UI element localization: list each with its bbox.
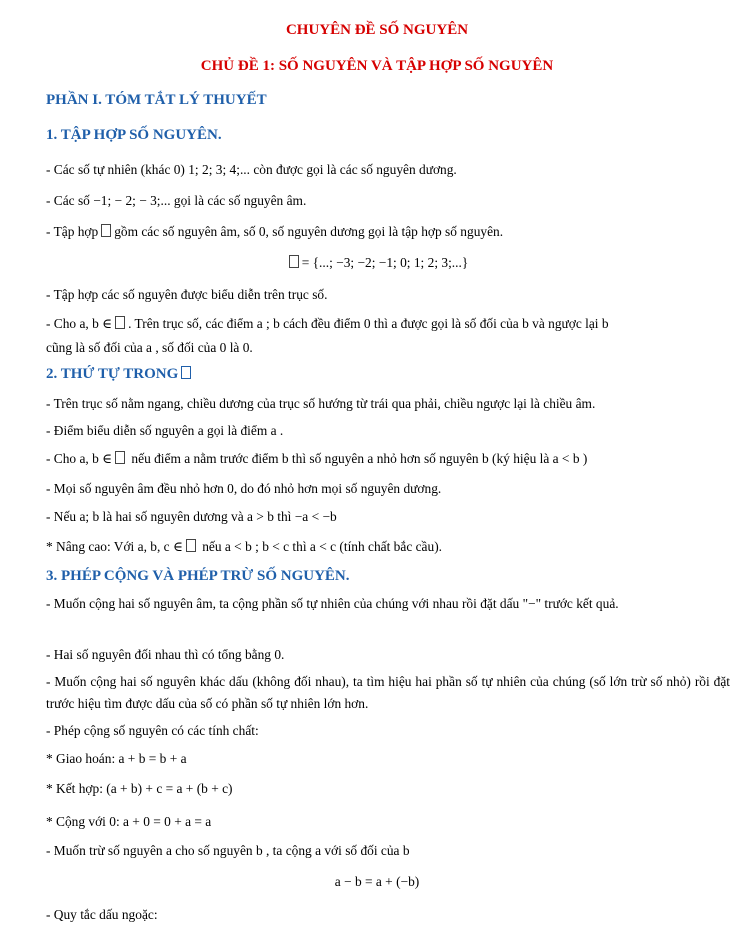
document-title: CHUYÊN ĐỀ SỐ NGUYÊN bbox=[285, 22, 469, 38]
sec1-line-3-end: gồm các số nguyên âm, số 0, số nguyên dương gọi là tập hợp số nguyên. bbox=[114, 224, 504, 239]
integer-set-symbol-icon bbox=[289, 255, 299, 268]
commutative-property: * Giao hoán: a + b = b + a bbox=[46, 751, 187, 766]
topic-title: CHỦ ĐỀ 1: SỐ NGUYÊN VÀ TẬP HỢP SỐ NGUYÊN bbox=[200, 58, 554, 74]
integer-set-symbol-icon bbox=[101, 224, 111, 237]
sec3-line-3: - Muốn cộng hai số nguyên khác dấu (không đối nhau), ta tìm hiệu hai phần số tự nhiên của chúng (số lớn trừ số nhỏ) rồi đặt trước hiệu tìm được dấu của số có phần số tự nhiên lớn hơn. bbox=[46, 674, 730, 711]
sec1-line-1: - Các số tự nhiên (khác 0) 1; 2; 3; 4;... còn được gọi là các số nguyên dương. bbox=[46, 162, 457, 177]
sec3-line-4: - Phép cộng số nguyên có các tính chất: bbox=[46, 723, 259, 738]
sec3-line-8: - Muốn trừ số nguyên a cho số nguyên b , ta cộng a với số đối của b bbox=[46, 843, 410, 858]
sec3-line-1: - Muốn cộng hai số nguyên âm, ta cộng phần số tự nhiên của chúng với nhau rồi đặt dấu "−" trước kết quả. bbox=[46, 596, 619, 611]
additive-identity-property: * Cộng với 0: a + 0 = 0 + a = a bbox=[46, 814, 212, 829]
part-heading: PHẦN I. TÓM TẮT LÝ THUYẾT bbox=[46, 92, 267, 108]
sec2-line-3-end: nếu điểm a nằm trước điểm b thì số nguyên a nhỏ hơn số nguyên b (ký hiệu là a < b ) bbox=[128, 451, 588, 466]
integer-set-symbol-icon bbox=[181, 366, 191, 379]
sec1-line-3-start: - Tập hợp bbox=[46, 224, 99, 239]
subtraction-formula: a − b = a + (−b) bbox=[334, 874, 420, 889]
sec2-line-4: - Mọi số nguyên âm đều nhỏ hơn 0, do đó nhỏ hơn mọi số nguyên dương. bbox=[46, 481, 442, 496]
integer-set-symbol-icon bbox=[186, 539, 196, 552]
sec2-line-6-end: nếu a < b ; b < c thì a < c (tính chất bắc cầu). bbox=[198, 539, 442, 554]
sec1-line-7: cũng là số đối của a , số đối của 0 là 0. bbox=[46, 340, 253, 355]
sec2-line-3-start: - Cho a, b ∈ bbox=[46, 451, 113, 466]
section-2-heading bbox=[46, 366, 194, 383]
integer-set-symbol-icon bbox=[115, 316, 125, 329]
section-1-heading: 1. TẬP HỢP SỐ NGUYÊN. bbox=[46, 127, 222, 143]
integer-set-symbol-icon bbox=[115, 451, 125, 464]
section-2-heading-text: 2. THỨ TỰ TRONG bbox=[46, 366, 179, 382]
sec2-line-1: - Trên trục số nằm ngang, chiều dương của trục số hướng từ trái qua phải, chiều ngược lại là chiều âm. bbox=[46, 396, 596, 411]
sec2-line-2: - Điểm biểu diễn số nguyên a gọi là điểm a . bbox=[46, 423, 284, 438]
sec3-line-10: - Quy tắc dấu ngoặc: bbox=[46, 907, 158, 922]
sec1-line-5: - Tập hợp các số nguyên được biểu diễn trên trục số. bbox=[46, 287, 328, 302]
sec1-line-6-end: . Trên trục số, các điểm a ; b cách đều điểm 0 thì a được gọi là số đối của b và ngược lại b bbox=[128, 316, 609, 331]
section-3-heading: 3. PHÉP CỘNG VÀ PHÉP TRỪ SỐ NGUYÊN. bbox=[46, 568, 350, 584]
integer-set-elements: = {...; −3; −2; −1; 0; 1; 2; 3;...} bbox=[301, 255, 469, 270]
sec2-line-5: - Nếu a; b là hai số nguyên dương và a > b thì −a < −b bbox=[46, 509, 337, 524]
associative-property: * Kết hợp: (a + b) + c = a + (b + c) bbox=[46, 781, 233, 796]
sec2-line-3 bbox=[46, 448, 730, 470]
sec1-line-6 bbox=[46, 313, 730, 335]
sec2-line-6-start: * Nâng cao: Với a, b, c ∈ bbox=[46, 539, 183, 554]
sec1-line-3 bbox=[46, 221, 730, 243]
sec2-line-6 bbox=[46, 536, 730, 558]
sec1-line-2: - Các số −1; − 2; − 3;... gọi là các số nguyên âm. bbox=[46, 193, 307, 208]
sec1-line-6-start: - Cho a, b ∈ bbox=[46, 316, 113, 331]
integer-set-formula bbox=[0, 252, 754, 274]
sec3-line-2: - Hai số nguyên đối nhau thì có tổng bằng 0. bbox=[46, 647, 285, 662]
